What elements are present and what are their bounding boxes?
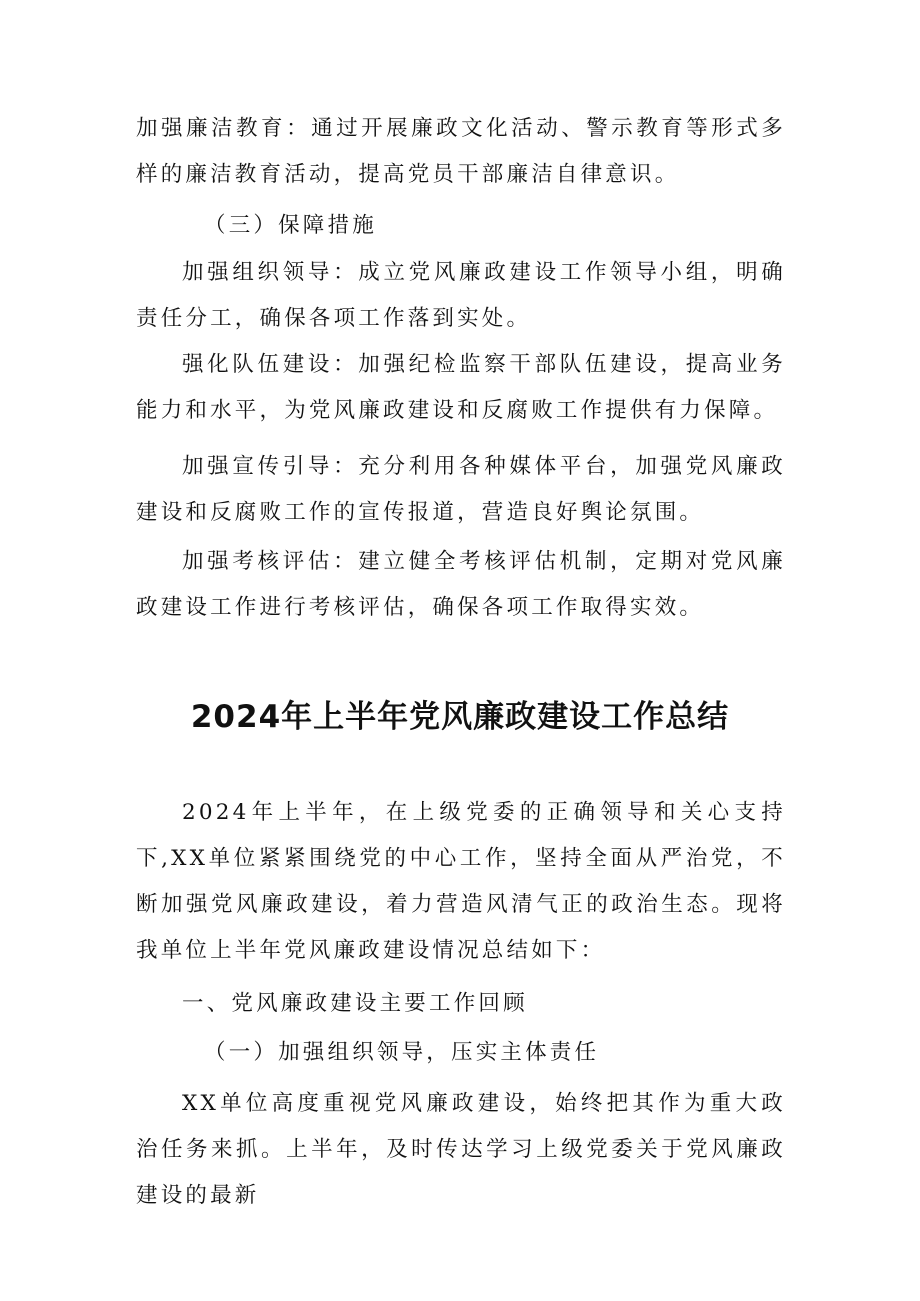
paragraph-organizational-leadership: 加强组织领导：成立党风廉政建设工作领导小组，明确责任分工，确保各项工作落到实处。 bbox=[136, 260, 786, 331]
paragraph-assessment: 加强考核评估：建立健全考核评估机制，定期对党风廉政建设工作进行考核评估，确保各项工作取得实效。 bbox=[136, 549, 786, 620]
paragraph-publicity: 加强宣传引导：充分利用各种媒体平台，加强党风廉政建设和反腐败工作的宣传报道，营造良好舆论氛围。 bbox=[136, 454, 786, 525]
paragraph-body-leadership: XX单位高度重视党风廉政建设，始终把其作为重大政治任务来抓。上半年，及时传达学习上级党委关于党风廉政建设的最新 bbox=[136, 1091, 786, 1208]
paragraph-team-building: 强化队伍建设：加强纪检监察干部队伍建设，提高业务能力和水平，为党风廉政建设和反腐败工作提供有力保障。 bbox=[136, 352, 786, 423]
paragraph-summary-intro: 2024年上半年，在上级党委的正确领导和关心支持下,XX单位紧紧围绕党的中心工作，坚持全面从严治党，不断加强党风廉政建设，着力营造风清气正的政治生态。现将我单位上半年党风廉政建设情况总结如下： bbox=[136, 800, 786, 963]
section-heading-review: 一、党风廉政建设主要工作回顾 bbox=[182, 991, 528, 1016]
subheading-safeguards: （三）保障措施 bbox=[204, 213, 377, 238]
document-title: 2024年上半年党风廉政建设工作总结 bbox=[190, 699, 730, 735]
paragraph-integrity-education: 加强廉洁教育：通过开展廉政文化活动、警示教育等形式多样的廉洁教育活动，提高党员干部廉洁自律意识。 bbox=[136, 116, 786, 187]
subheading-leadership-responsibility: （一）加强组织领导，压实主体责任 bbox=[204, 1040, 600, 1065]
